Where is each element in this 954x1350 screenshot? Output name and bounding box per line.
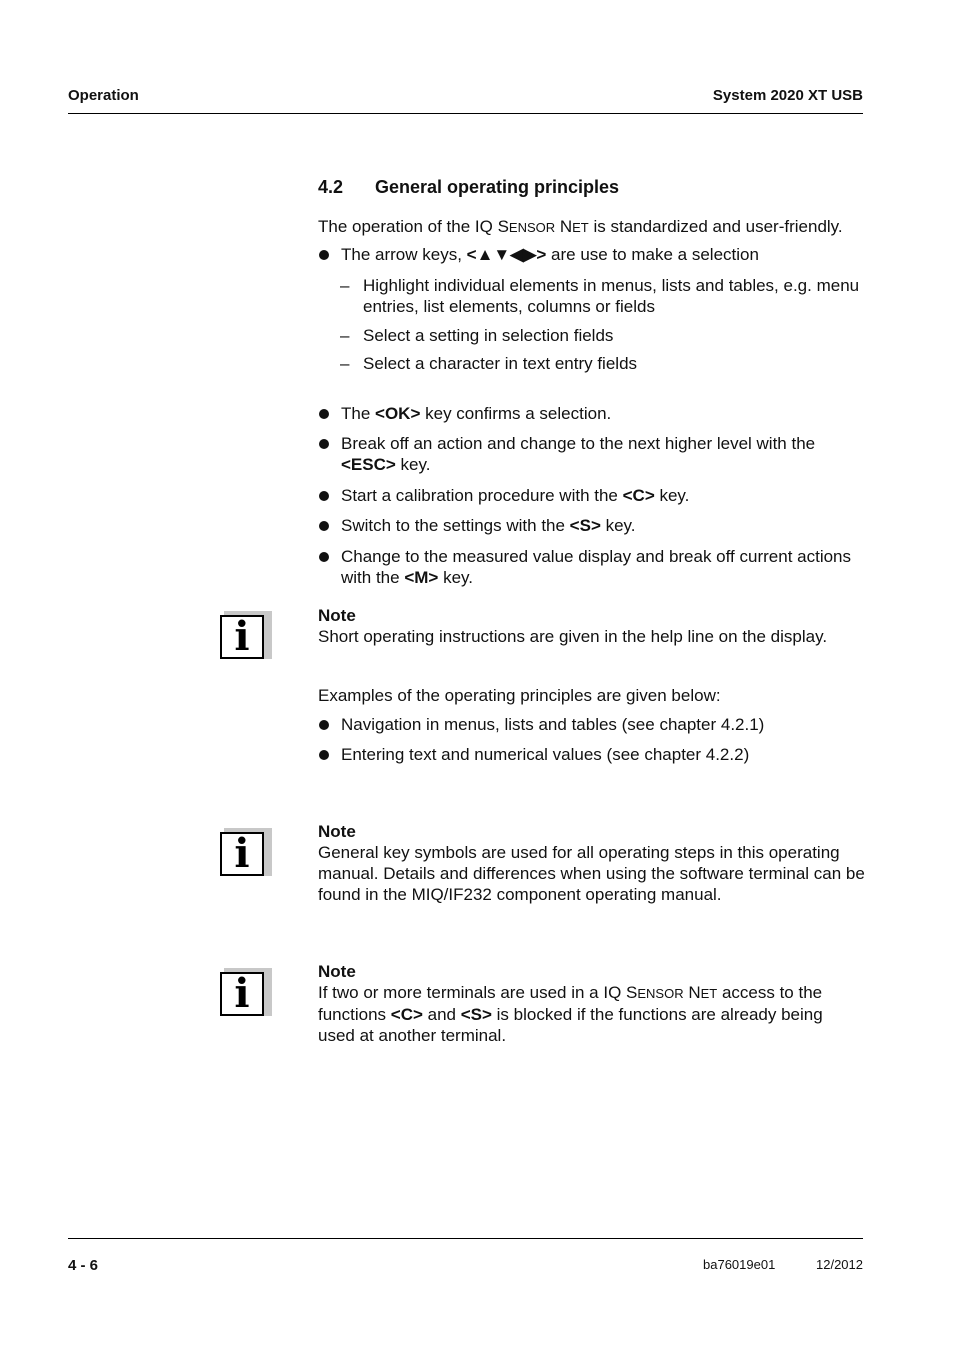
key-bullet-ok bbox=[318, 403, 863, 424]
arrow-bullet-text-end: are use to make a selection bbox=[546, 245, 759, 264]
info-icon: i bbox=[220, 611, 272, 663]
bullet-dot bbox=[319, 409, 329, 419]
note-text: General key symbols are used for all operating steps in this operating manual. Details and differences when using the software terminal can be found in the MIQ/IF232 component operating manual. bbox=[318, 843, 865, 904]
intro-text-end: is standardized and user-friendly. bbox=[588, 217, 843, 236]
arrow-keys-symbol: <▲▼◀▶> bbox=[466, 245, 547, 264]
bullet-text-end: key confirms a selection. bbox=[420, 404, 612, 423]
example-item-text: Entering text and numerical values (see chapter 4.2.2) bbox=[341, 745, 750, 764]
dash-mark: – bbox=[340, 326, 350, 345]
key-label: <C> bbox=[622, 486, 655, 505]
bullet-text: Switch to the settings with the bbox=[341, 516, 570, 535]
key-label: <S> bbox=[460, 1005, 492, 1024]
bullet-dot bbox=[319, 439, 329, 449]
key-label: <C> bbox=[390, 1005, 423, 1024]
key-bullet-m bbox=[318, 546, 863, 588]
section-number: 4.2 bbox=[318, 177, 344, 197]
dash-mark: – bbox=[340, 276, 350, 295]
section-heading bbox=[318, 177, 620, 198]
bullet-dot bbox=[319, 552, 329, 562]
bullet-dot bbox=[319, 750, 329, 760]
info-icon: i bbox=[220, 968, 272, 1020]
doc-date: 12/2012 bbox=[816, 1257, 863, 1272]
arrow-bullet-text: The arrow keys, bbox=[341, 245, 467, 264]
note-title: Note bbox=[318, 606, 356, 625]
header-rule bbox=[68, 113, 863, 114]
intro-net-n: N bbox=[555, 217, 573, 236]
note-text: Short operating instructions are given in the help line on the display. bbox=[318, 627, 828, 646]
note-block bbox=[318, 821, 866, 905]
note-block bbox=[318, 605, 863, 647]
header-left: Operation bbox=[68, 87, 139, 104]
example-item-text: Navigation in menus, lists and tables (see chapter 4.2.1) bbox=[341, 715, 765, 734]
key-bullet-c bbox=[318, 485, 863, 506]
note-title: Note bbox=[318, 962, 356, 981]
example-item bbox=[318, 744, 863, 765]
intro-paragraph bbox=[318, 216, 878, 238]
sub-item bbox=[340, 353, 863, 374]
page-number: 4 - 6 bbox=[68, 1257, 99, 1274]
sub-item-text: Select a setting in selection fields bbox=[363, 326, 614, 345]
doc-number: ba76019e01 bbox=[703, 1257, 776, 1272]
intro-net-rest: ET bbox=[572, 220, 589, 235]
bullet-dot bbox=[319, 491, 329, 501]
header-right: System 2020 XT USB bbox=[712, 87, 863, 104]
key-label: <S> bbox=[569, 516, 601, 535]
bullet-text-end: key. bbox=[395, 455, 431, 474]
arrow-keys-bullet bbox=[318, 244, 863, 265]
bullet-text: Start a calibration procedure with the bbox=[341, 486, 623, 505]
examples-intro: Examples of the operating principles are given below: bbox=[318, 686, 721, 705]
bullet-text: Change to the measured value display and break off current actions with the bbox=[341, 547, 851, 587]
footer-rule bbox=[68, 1238, 863, 1239]
sub-item-text: Highlight individual elements in menus, lists and tables, e.g. menu entries, list elements, columns or fields bbox=[363, 276, 860, 316]
key-label: <ESC> bbox=[341, 455, 396, 474]
bullet-text-end: key. bbox=[654, 486, 690, 505]
note-block bbox=[318, 961, 863, 1046]
intro-sensor-rest: ENSOR bbox=[508, 220, 556, 235]
bullet-text-end: key. bbox=[600, 516, 636, 535]
sub-item-text: Select a character in text entry fields bbox=[363, 354, 638, 373]
example-item bbox=[318, 714, 863, 735]
note-text: If two or more terminals are used in a IQ SENSOR NET access to the functions <C> and <S> is blocked if the functions are already being used at another terminal. bbox=[318, 983, 823, 1045]
bullet-dot bbox=[319, 250, 329, 260]
key-bullet-esc bbox=[318, 433, 863, 475]
intro-text: The operation of the IQ bbox=[318, 217, 498, 236]
dash-mark: – bbox=[340, 354, 350, 373]
sub-item bbox=[340, 325, 863, 346]
bullet-text: Break off an action and change to the next higher level with the bbox=[341, 434, 816, 453]
info-icon: i bbox=[220, 828, 272, 880]
key-label: <M> bbox=[404, 568, 439, 587]
key-bullet-s bbox=[318, 515, 863, 536]
note-title: Note bbox=[318, 822, 356, 841]
sub-item bbox=[340, 275, 863, 317]
section-title: General operating principles bbox=[375, 177, 620, 197]
intro-sensor-s: S bbox=[497, 217, 509, 236]
key-label: <OK> bbox=[375, 404, 421, 423]
bullet-text: The bbox=[341, 404, 376, 423]
bullet-dot bbox=[319, 521, 329, 531]
bullet-dot bbox=[319, 720, 329, 730]
bullet-text-end: key. bbox=[438, 568, 473, 587]
